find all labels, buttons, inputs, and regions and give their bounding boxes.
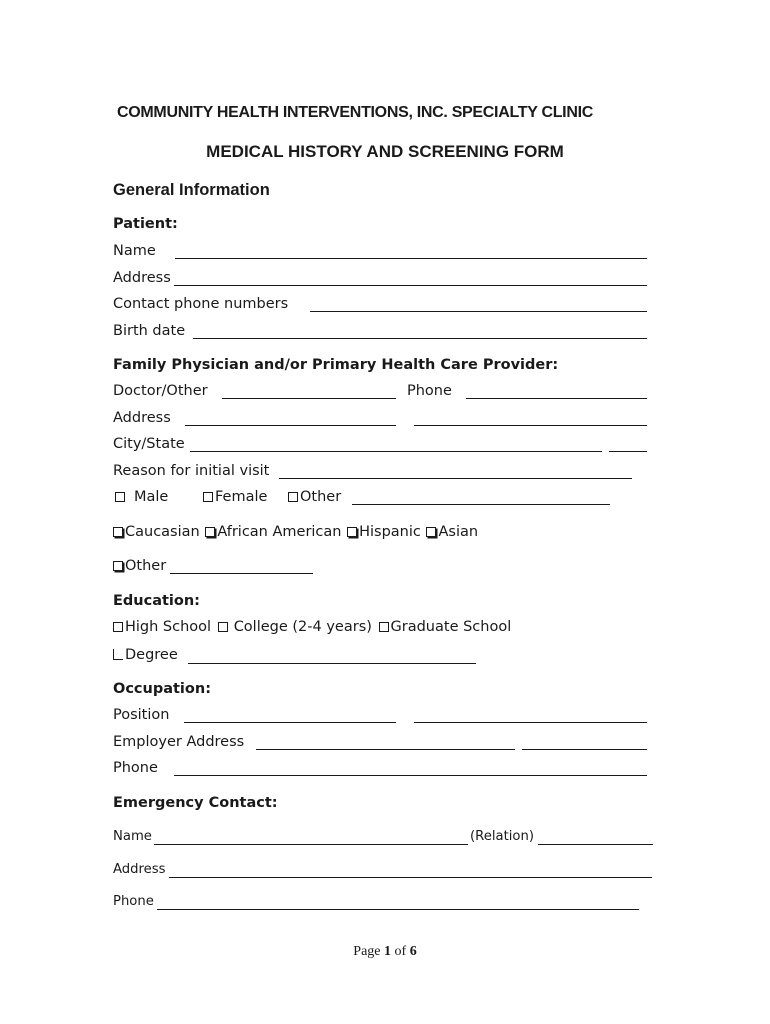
doctor-label: Doctor/Other [113, 383, 208, 399]
physician-phone-field[interactable] [466, 398, 647, 399]
female-checkbox[interactable] [203, 492, 213, 502]
physician-address-label: Address [113, 410, 171, 426]
employer-address-label: Employer Address [113, 734, 245, 750]
relation-label: (Relation) [470, 829, 534, 844]
reason-label: Reason for initial visit [113, 463, 270, 479]
other-ethnicity-row [113, 558, 166, 574]
position-label: Position [113, 707, 170, 723]
male-checkbox[interactable] [115, 492, 125, 502]
other-ethnicity-label: Other [125, 558, 167, 574]
of-word: of [394, 944, 407, 959]
physician-address-field[interactable] [185, 425, 396, 426]
gender-row [115, 489, 168, 505]
employer-address-field[interactable] [256, 749, 515, 750]
city-state-field[interactable] [190, 451, 602, 452]
patient-address-label: Address [113, 270, 171, 286]
zip-field[interactable] [609, 451, 647, 452]
position-field-2[interactable] [414, 722, 647, 723]
high-school-checkbox[interactable] [113, 622, 123, 632]
section-heading: General Information [113, 181, 270, 199]
emergency-heading: Emergency Contact: [113, 795, 278, 811]
degree-row [113, 647, 178, 663]
asian-label: Asian [438, 524, 479, 540]
other-ethnicity-field[interactable] [170, 573, 313, 574]
other-gender-option [288, 489, 341, 505]
degree-label: Degree [125, 647, 178, 663]
page-number [0, 944, 770, 960]
patient-name-field[interactable] [175, 258, 647, 259]
college-label: College (2-4 years) [233, 619, 372, 635]
graduate-school-label: Graduate School [390, 619, 512, 635]
occupation-phone-label: Phone [113, 760, 158, 776]
emergency-name-field[interactable] [154, 844, 468, 845]
patient-contact-label: Contact phone numbers [113, 296, 289, 312]
education-row [113, 619, 511, 635]
patient-heading: Patient: [113, 216, 178, 232]
high-school-label: High School [125, 619, 212, 635]
caucasian-checkbox[interactable] [113, 527, 123, 537]
education-heading: Education: [113, 593, 200, 609]
patient-address-field[interactable] [174, 285, 647, 286]
other-gender-label: Other [300, 489, 342, 505]
physician-heading: Family Physician and/or Primary Health Care Provider: [113, 357, 559, 373]
position-field[interactable] [184, 722, 396, 723]
female-option [203, 489, 267, 505]
asian-checkbox[interactable] [426, 527, 436, 537]
degree-checkbox[interactable] [113, 649, 123, 660]
occupation-heading: Occupation: [113, 681, 211, 697]
organization-name: COMMUNITY HEALTH INTERVENTIONS, INC. SPECIALTY CLINIC [117, 104, 593, 121]
relation-field[interactable] [538, 844, 653, 845]
form-title: MEDICAL HISTORY AND SCREENING FORM [206, 142, 564, 161]
african-american-checkbox[interactable] [205, 527, 215, 537]
other-ethnicity-checkbox[interactable] [113, 561, 123, 571]
emergency-phone-field[interactable] [157, 909, 639, 910]
occupation-phone-field[interactable] [174, 775, 647, 776]
patient-contact-field[interactable] [310, 311, 647, 312]
degree-field[interactable] [188, 663, 476, 664]
patient-birth-label: Birth date [113, 323, 186, 339]
emergency-address-label: Address [113, 862, 166, 877]
female-label: Female [215, 489, 268, 505]
college-checkbox[interactable] [218, 622, 228, 632]
emergency-name-label: Name [113, 829, 152, 844]
page-total: 6 [409, 944, 417, 959]
male-label: Male [134, 489, 169, 505]
graduate-school-checkbox[interactable] [379, 622, 389, 632]
patient-birth-field[interactable] [193, 338, 647, 339]
other-gender-checkbox[interactable] [288, 492, 298, 502]
reason-field[interactable] [279, 478, 632, 479]
employer-address-field-2[interactable] [522, 749, 647, 750]
caucasian-label: Caucasian [125, 524, 200, 540]
hispanic-checkbox[interactable] [347, 527, 357, 537]
emergency-address-field[interactable] [169, 877, 652, 878]
page-current: 1 [384, 944, 392, 959]
emergency-phone-label: Phone [113, 894, 154, 909]
city-state-label: City/State [113, 436, 185, 452]
page-word: Page [353, 944, 381, 959]
african-american-label: African American [217, 524, 342, 540]
patient-name-label: Name [113, 243, 156, 259]
ethnicity-row [113, 524, 478, 540]
hispanic-label: Hispanic [359, 524, 421, 540]
doctor-field[interactable] [222, 398, 396, 399]
other-gender-field[interactable] [352, 504, 610, 505]
physician-phone-label: Phone [407, 383, 452, 399]
physician-address-field-2[interactable] [414, 425, 647, 426]
